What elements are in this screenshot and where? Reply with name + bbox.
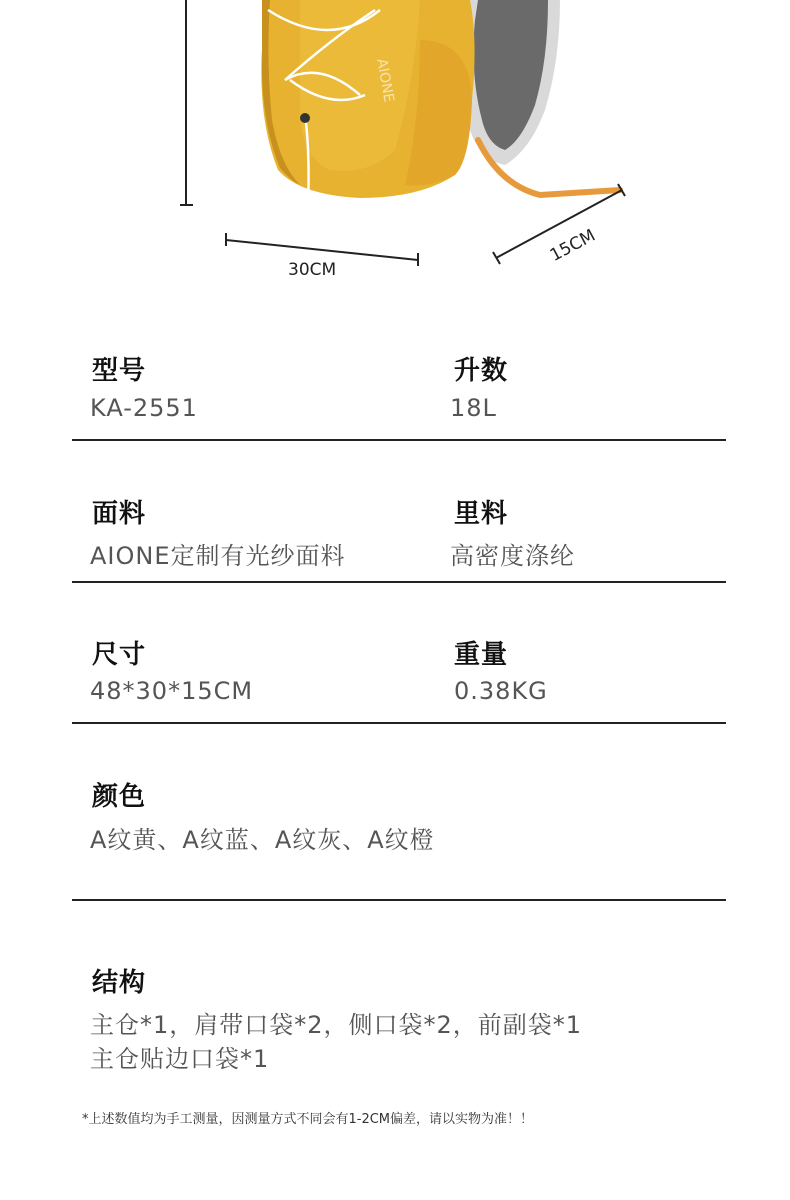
model-label: 型号 [92,356,147,386]
depth-label: 15CM [546,225,599,266]
size-value: 48*30*15CM [90,677,254,705]
color-label: 颜色 [92,782,147,812]
pack-body [261,0,474,198]
footnote: *上述数值均为手工测量，因测量方式不同会有1-2CM偏差，请以实物为准！！ [82,1112,534,1127]
divider [72,899,726,901]
color-value: A纹黄、A纹蓝、A纹灰、A纹橙 [90,826,435,854]
fabric-value: AIONE定制有光纱面料 [90,542,346,570]
svg-text:AIONE: AIONE [373,57,397,104]
divider [72,722,726,724]
lining-label: 里料 [454,499,509,529]
product-image [0,0,790,300]
divider [72,581,726,583]
capacity-value: 18L [450,394,497,422]
structure-value-line2: 主仓贴边口袋*1 [90,1045,270,1073]
back-panel [460,0,560,165]
capacity-label: 升数 [454,356,509,386]
weight-value: 0.38KG [454,677,548,705]
size-label: 尺寸 [92,640,147,670]
divider [72,439,726,441]
structure-value-line1: 主仓*1，肩带口袋*2，侧口袋*2，前副袋*1 [90,1011,583,1039]
model-value: KA-2551 [90,394,198,422]
structure-label: 结构 [92,968,147,998]
width-label: 30CM [288,260,337,280]
fabric-label: 面料 [92,499,147,529]
weight-label: 重量 [454,640,509,670]
lining-value: 高密度涤纶 [450,542,575,570]
